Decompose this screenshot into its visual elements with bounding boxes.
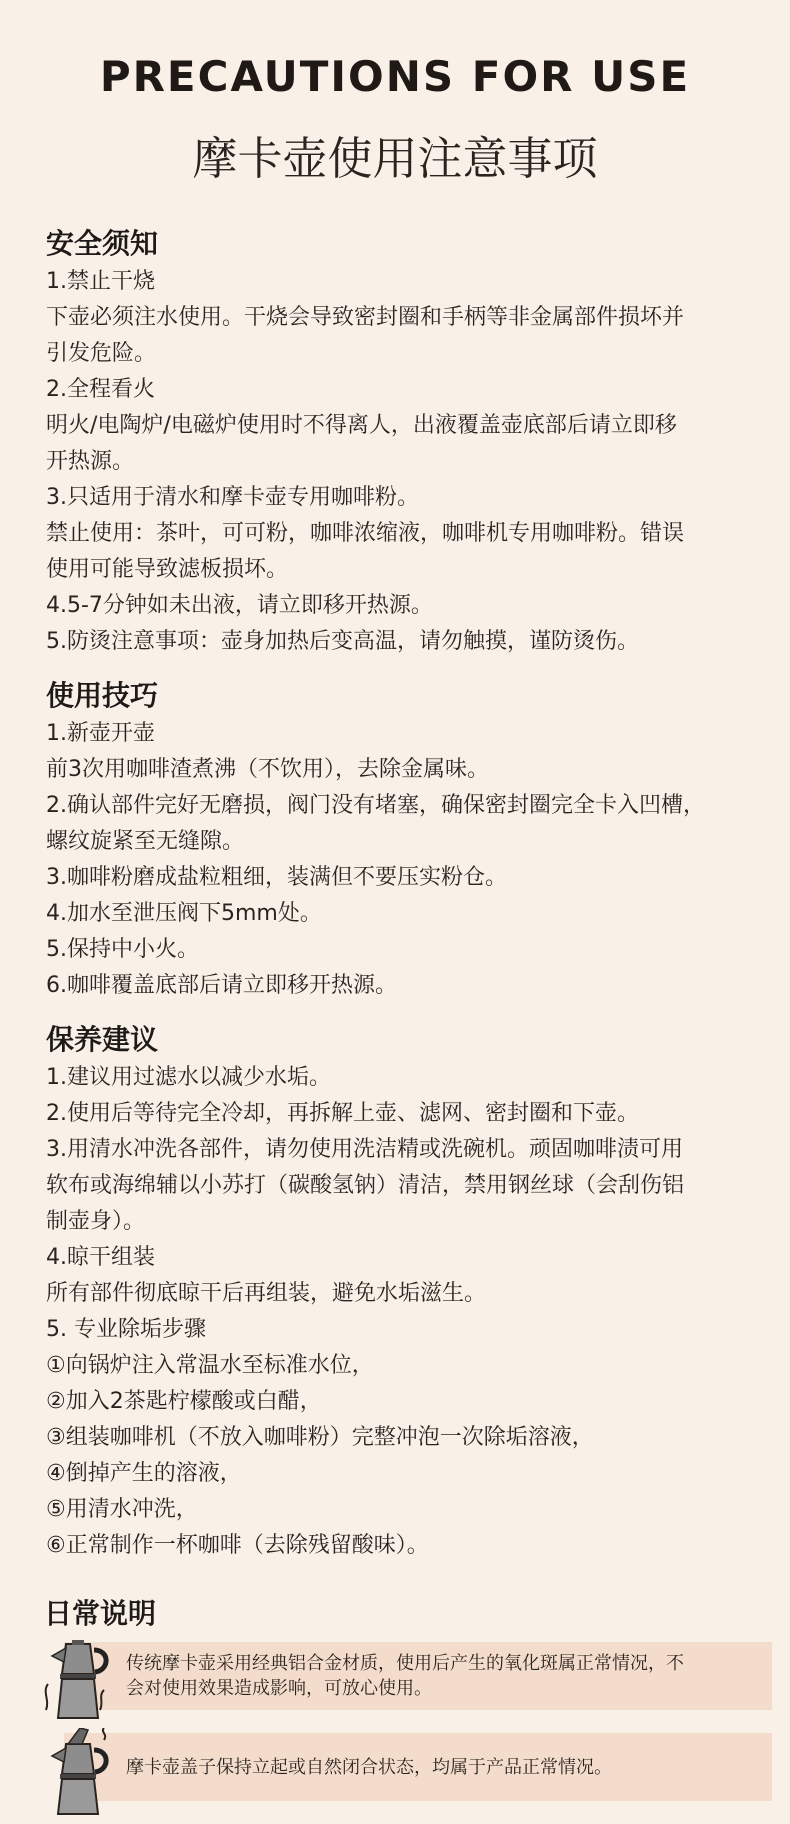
page-title-english: PRECAUTIONS FOR USE [99, 52, 691, 101]
section-safety [46, 224, 766, 660]
section-line: ①向锅炉注入常温水至标准水位， [46, 1353, 374, 1378]
section-line: 制壶身）。 [46, 1209, 146, 1234]
section-line: 螺纹旋紧至无缝隙。 [46, 829, 245, 854]
section-line: 禁止使用：茶叶，可可粉，咖啡浓缩液，咖啡机专用咖啡粉。错误 [46, 521, 685, 546]
section-line: 1.新壶开壶 [46, 721, 155, 746]
daily-notes-heading: 日常说明 [44, 1597, 157, 1630]
section-line: 软布或海绵辅以小苏打（碳酸氢钠）清洁，禁用钢丝球（会刮伤铝 [46, 1173, 685, 1198]
moka-pot-icon [38, 1640, 118, 1724]
section-line: 开热源。 [46, 449, 135, 474]
section-line: 1.禁止干烧 [46, 269, 155, 294]
daily-note-2 [64, 1733, 772, 1801]
section-line: 5.保持中小火。 [46, 937, 199, 962]
section-heading: 保养建议 [46, 1023, 159, 1056]
section-line: 3.只适用于清水和摩卡壶专用咖啡粉。 [46, 485, 419, 510]
section-heading: 使用技巧 [46, 679, 159, 712]
moka-pot-icon [38, 1728, 118, 1818]
section-line: 5.防烫注意事项：壶身加热后变高温，请勿触摸，谨防烫伤。 [46, 629, 639, 654]
section-line: ④倒掉产生的溶液， [46, 1461, 242, 1486]
section-line: ②加入2茶匙柠檬酸或白醋， [46, 1389, 322, 1414]
section-line: 明火/电陶炉/电磁炉使用时不得离人，出液覆盖壶底部后请立即移 [46, 413, 677, 438]
section-line: 3.用清水冲洗各部件，请勿使用洗洁精或洗碗机。顽固咖啡渍可用 [46, 1137, 683, 1162]
section-line: 4.晾干组装 [46, 1245, 155, 1270]
section-line: 3.咖啡粉磨成盐粒粗细，装满但不要压实粉仓。 [46, 865, 507, 890]
section-line: ⑥正常制作一杯咖啡（去除残留酸味）。 [46, 1533, 429, 1558]
content [46, 224, 766, 1564]
section-line: 下壶必须注水使用。干烧会导致密封圈和手柄等非金属部件损坏并 [46, 305, 685, 330]
section-line: 使用可能导致滤板损坏。 [46, 557, 289, 582]
daily-note-1 [64, 1642, 772, 1710]
section-line: 2.确认部件完好无磨损，阀门没有堵塞，确保密封圈完全卡入凹槽， [46, 793, 705, 818]
section-maintenance [46, 1020, 766, 1564]
section-line: 引发危险。 [46, 341, 157, 366]
section-heading: 安全须知 [46, 227, 159, 260]
section-line: 4.加水至泄压阀下5mm处。 [46, 901, 322, 926]
section-line: 前3次用咖啡渣煮沸（不饮用），去除金属味。 [46, 757, 489, 782]
section-tips [46, 676, 766, 1004]
section-line: 5. 专业除垢步骤 [46, 1317, 206, 1342]
note-text: 会对使用效果造成影响，可放心使用。 [126, 1678, 432, 1699]
section-line: 2.全程看火 [46, 377, 155, 402]
section-line: 6.咖啡覆盖底部后请立即移开热源。 [46, 973, 397, 998]
section-line: ⑤用清水冲洗， [46, 1497, 198, 1522]
section-line: ③组装咖啡机（不放入咖啡粉）完整冲泡一次除垢溶液， [46, 1425, 594, 1450]
page-title-chinese: 摩卡壶使用注意事项 [192, 132, 598, 185]
section-line: 4.5-7分钟如未出液，请立即移开热源。 [46, 593, 433, 618]
note-text: 传统摩卡壶采用经典铝合金材质，使用后产生的氧化斑属正常情况，不 [126, 1653, 684, 1674]
section-line: 所有部件彻底晾干后再组装，避免水垢滋生。 [46, 1281, 487, 1306]
section-line: 2.使用后等待完全冷却，再拆解上壶、滤网、密封圈和下壶。 [46, 1101, 639, 1126]
note-text: 摩卡壶盖子保持立起或自然闭合状态，均属于产品正常情况。 [126, 1757, 612, 1778]
section-line: 1.建议用过滤水以减少水垢。 [46, 1065, 331, 1090]
